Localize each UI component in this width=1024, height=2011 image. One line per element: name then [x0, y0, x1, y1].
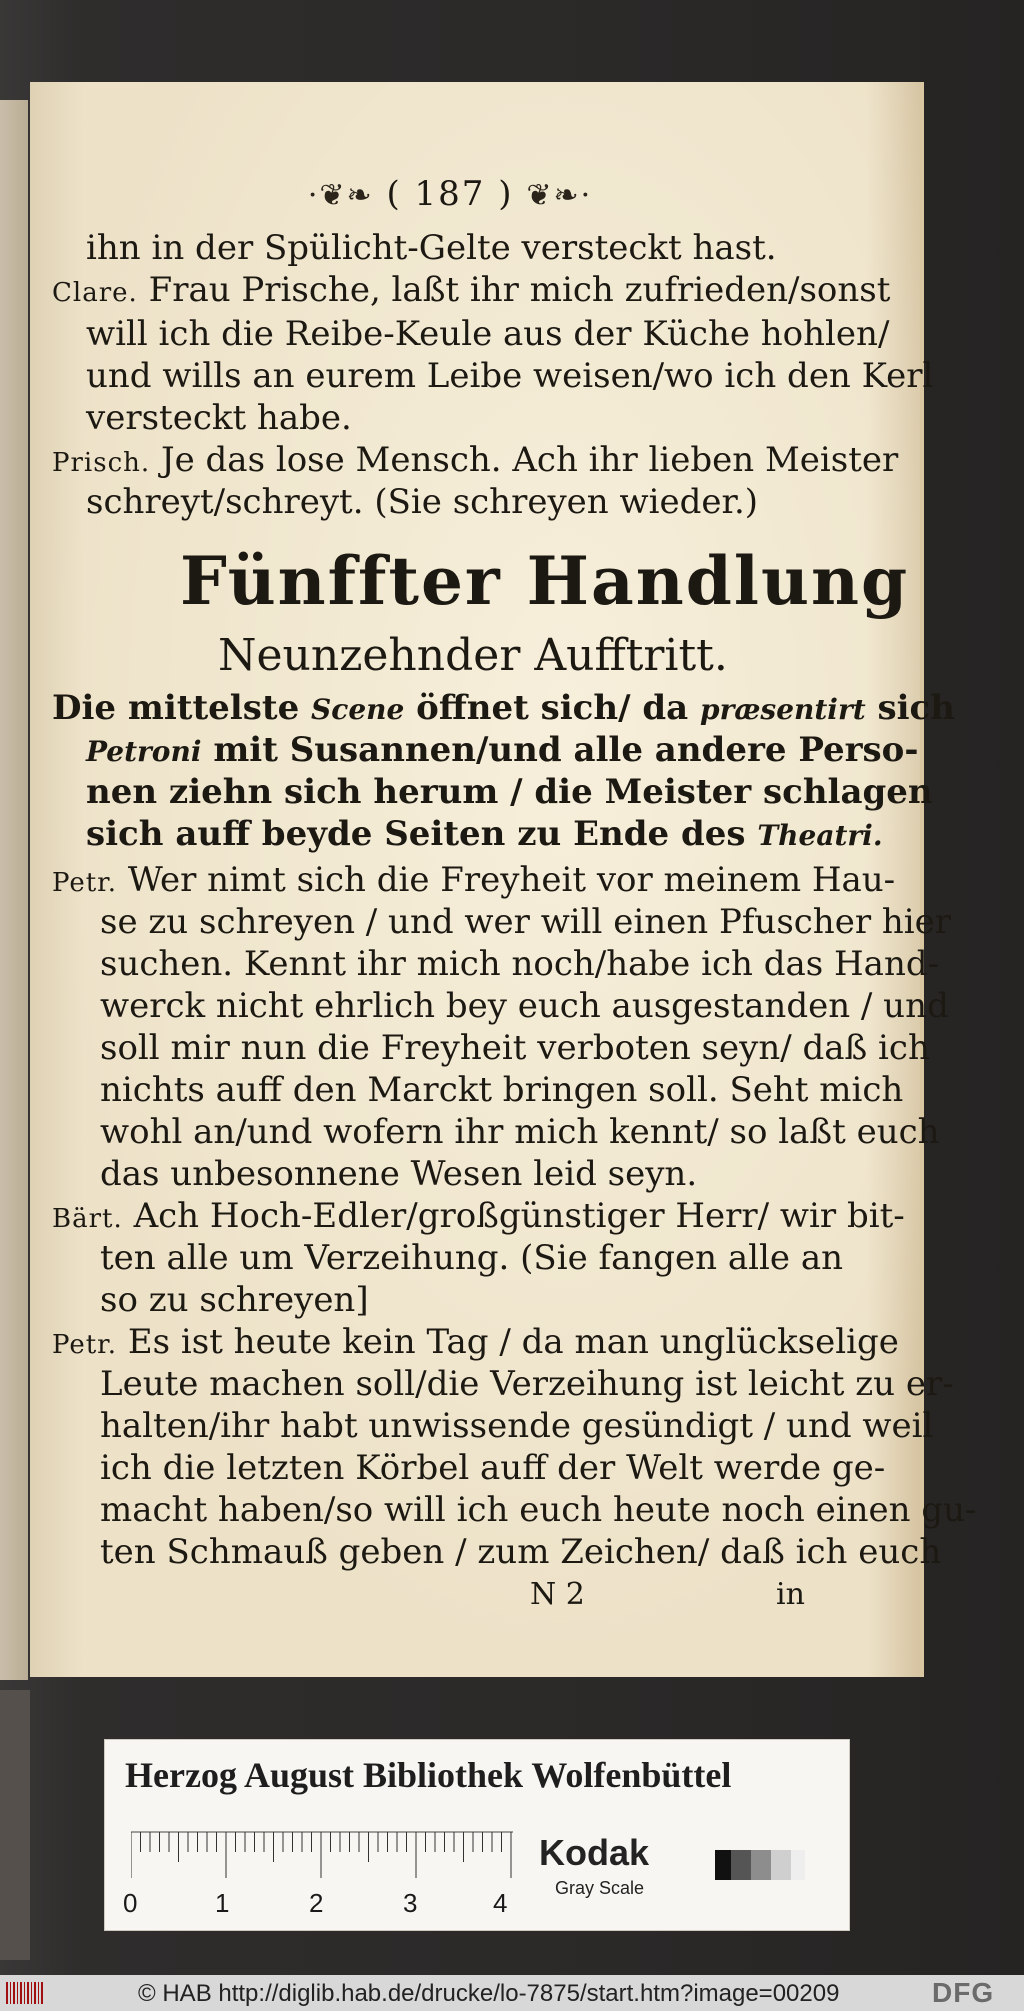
speaker-label: Petr.	[52, 868, 117, 898]
line-text: werck nicht ehrlich bey euch ausgestanden / und	[100, 986, 949, 1026]
brand-logo: Kodak	[539, 1832, 650, 1873]
line-text: wohl an/und wofern ihr mich kennt/ so laßt euch	[100, 1112, 940, 1152]
text-line	[86, 482, 758, 522]
text-line	[86, 356, 933, 396]
speaker-label: Prisch.	[52, 448, 151, 478]
ruler-number: 3	[403, 1888, 418, 1918]
line-text: will ich die Reibe-Keule aus der Küche hohlen/	[86, 314, 890, 354]
sd-text: sich	[865, 688, 955, 728]
scan-target-card	[104, 1739, 850, 1931]
line-text: das unbesonnene Wesen leid seyn.	[100, 1154, 698, 1194]
stage-direction-line	[52, 688, 955, 730]
line-text: se zu schreyen / und wer will einen Pfuscher hier	[100, 902, 952, 942]
gray-scale-label: Gray Scale	[555, 1878, 645, 1898]
line-text: Es ist heute kein Tag / da man unglückselige	[127, 1322, 899, 1362]
dialogue-line	[100, 1070, 903, 1110]
dfg-logo: DFG	[932, 1977, 995, 2008]
gray-swatch	[731, 1850, 751, 1880]
signature-mark: N 2	[530, 1577, 585, 1612]
ruler-scale	[131, 1830, 513, 1880]
ruler-number: 1	[215, 1888, 230, 1918]
dialogue-line	[100, 1532, 941, 1572]
sd-italic: præsentirt	[700, 693, 866, 726]
dialogue-line	[100, 902, 951, 942]
institution-name: Herzog August Bibliothek Wolfenbüttel	[125, 1755, 732, 1795]
dialogue-line	[100, 1112, 940, 1152]
text-line	[86, 228, 777, 268]
sd-text: nen ziehn sich herum / die Meister schlagen	[86, 772, 933, 812]
sd-italic: Petroni	[86, 735, 202, 768]
line-text: suchen. Kennt ihr mich noch/habe ich das Hand-	[100, 944, 940, 984]
line-text: ten Schmauß geben / zum Zeichen/ daß ich euch	[100, 1532, 942, 1572]
source-url-link[interactable]: © HAB http://diglib.hab.de/drucke/lo-7875/start.htm?image=00209	[138, 1980, 840, 2007]
stage-direction-line	[86, 772, 933, 812]
line-text: Ach Hoch-Edler/großgünstiger Herr/ wir bit-	[133, 1196, 905, 1236]
act-title: Fünffter Handlung	[180, 542, 910, 620]
dialogue-line	[52, 1196, 905, 1239]
line-text: versteckt habe.	[86, 398, 352, 438]
dialogue-line	[100, 1028, 930, 1068]
dialogue-line	[52, 860, 895, 903]
sd-text: öffnet sich/ da	[404, 688, 701, 728]
text-line	[86, 398, 352, 438]
left-ornament-icon: ·❦❧	[307, 178, 374, 213]
speaker-label: Clare.	[52, 278, 138, 308]
line-text: Frau Prische, laßt ihr mich zufrieden/sonst	[148, 270, 891, 310]
line-text: soll mir nun die Freyheit verboten seyn/ daß ich	[100, 1028, 930, 1068]
dialogue-line	[100, 1238, 843, 1278]
line-text: halten/ihr habt unwissende gesündigt / und weil	[100, 1406, 934, 1446]
gray-swatch	[715, 1850, 731, 1880]
dialogue-line	[100, 1406, 933, 1446]
book-page	[30, 82, 977, 1677]
adjacent-page-shadow	[0, 1690, 30, 1960]
ruler-number: 4	[493, 1888, 508, 1918]
line-text: ten alle um Verzeihung. (Sie fangen alle an	[100, 1238, 843, 1278]
sd-text: sich auff beyde Seiten zu Ende des	[86, 814, 758, 854]
dialogue-line	[100, 1364, 954, 1404]
line-text: Wer nimt sich die Freyheit vor meinem Hau-	[127, 860, 896, 900]
line-text: nichts auff den Marckt bringen soll. Seht mich	[100, 1070, 904, 1110]
viewer-footer	[0, 1975, 1024, 2011]
stage-direction-line	[86, 730, 918, 772]
page-header	[290, 174, 610, 214]
line-text: Je das lose Mensch. Ach ihr lieben Meister	[160, 440, 899, 480]
line-text: ihn in der Spülicht-Gelte versteckt hast.	[86, 228, 777, 268]
scene-title: Neunzehnder Aufftritt.	[218, 630, 728, 681]
line-text: ich die letzten Körbel auff der Welt werde ge-	[100, 1448, 886, 1488]
text-line	[86, 314, 889, 354]
dialogue-line	[100, 1154, 697, 1194]
barcode-icon	[6, 1982, 44, 2004]
page-number: ( 187 )	[386, 174, 514, 214]
sd-text: Die mittelste	[52, 688, 312, 728]
stage-direction-line	[86, 814, 883, 856]
line-text: und wills an eurem Leibe weisen/wo ich den Kerl	[86, 356, 934, 396]
gray-swatch	[751, 1850, 771, 1880]
line-text: macht haben/so will ich euch heute noch einen gu-	[100, 1490, 977, 1530]
sd-italic: Theatri.	[757, 819, 883, 852]
adjacent-page-edge	[0, 100, 28, 1680]
dialogue-line	[52, 1322, 899, 1365]
dialogue-line	[100, 986, 949, 1026]
sd-text: mit Susannen/und alle andere Perso-	[201, 730, 919, 770]
text-line	[52, 440, 898, 483]
dialogue-line	[100, 1448, 885, 1488]
catchword: in	[776, 1577, 805, 1612]
dialogue-line	[100, 1280, 369, 1320]
gray-swatch	[791, 1850, 805, 1880]
text-line	[52, 270, 890, 313]
dialogue-line	[100, 1490, 976, 1530]
ruler-number: 0	[123, 1888, 138, 1918]
speaker-label: Petr.	[52, 1330, 117, 1360]
ruler-number: 2	[309, 1888, 324, 1918]
gray-swatch	[771, 1850, 791, 1880]
line-text: schreyt/schreyt. (Sie schreyen wieder.)	[86, 482, 759, 522]
right-ornament-icon: ❦❧·	[526, 178, 593, 213]
speaker-label: Bärt.	[52, 1204, 123, 1234]
line-text: Leute machen soll/die Verzeihung ist leicht zu er-	[100, 1364, 954, 1404]
dialogue-line	[100, 944, 939, 984]
sd-italic: Scene	[311, 693, 405, 726]
line-text: so zu schreyen]	[100, 1280, 369, 1320]
